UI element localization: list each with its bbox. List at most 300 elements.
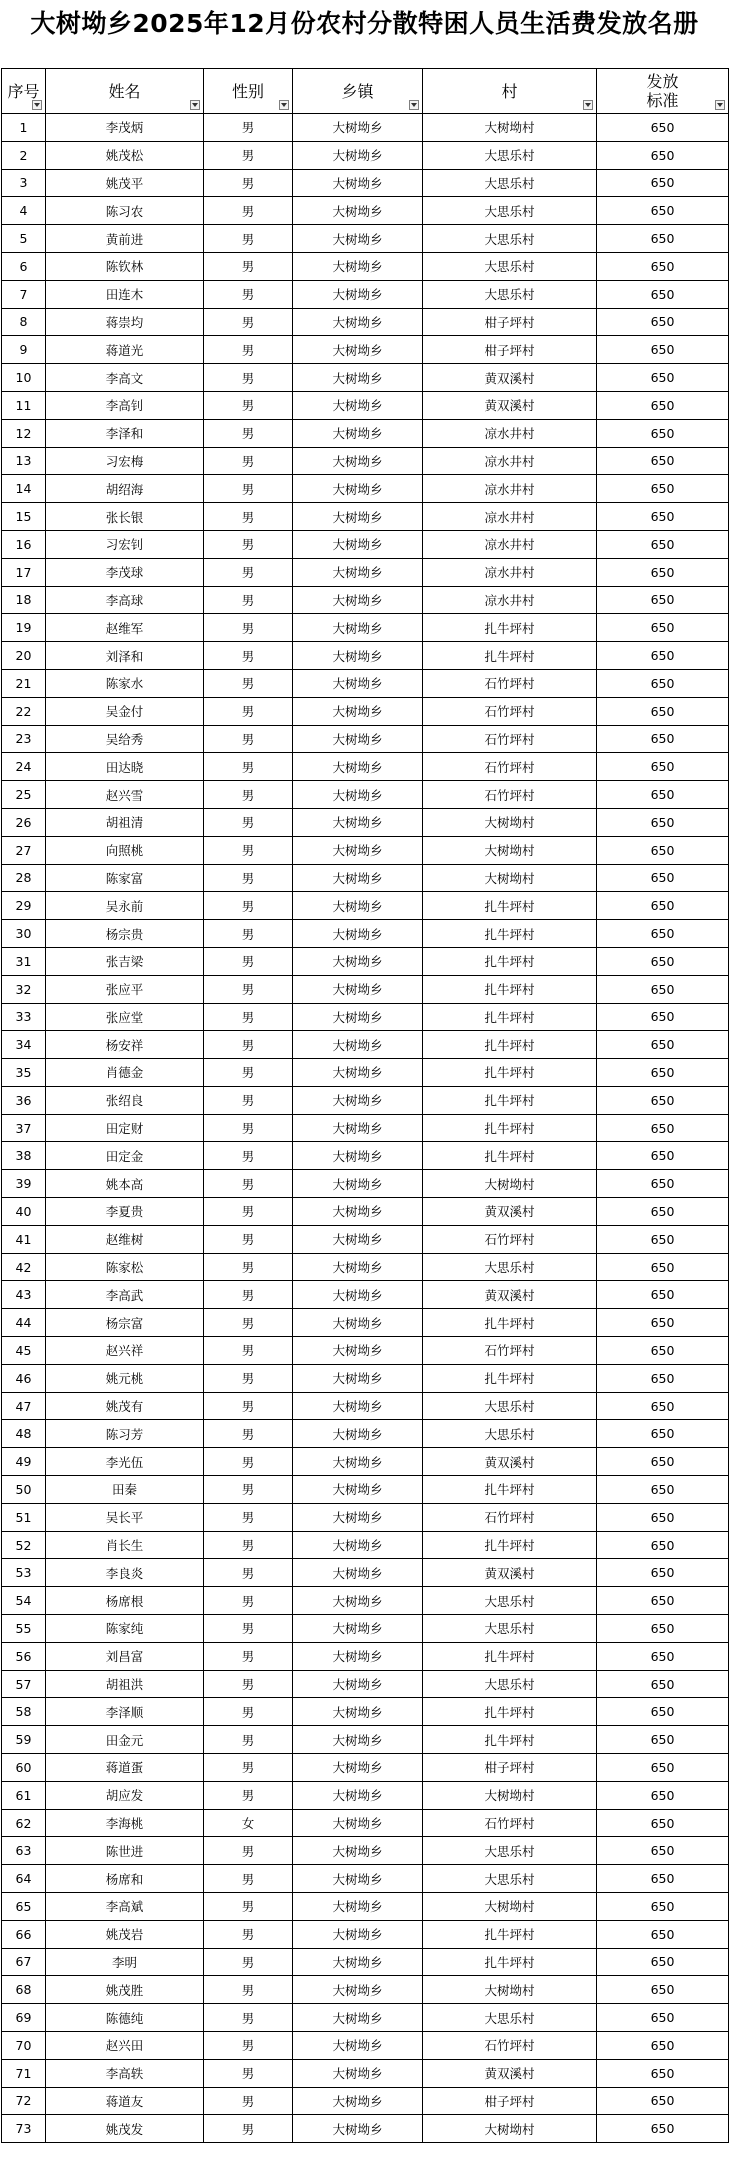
cell-amount[interactable]: 650 <box>597 503 729 531</box>
cell-index[interactable]: 10 <box>2 364 46 392</box>
cell-township[interactable]: 大树坳乡 <box>293 1865 423 1893</box>
cell-index[interactable]: 36 <box>2 1086 46 1114</box>
cell-gender[interactable]: 男 <box>204 920 293 948</box>
cell-township[interactable]: 大树坳乡 <box>293 1754 423 1782</box>
cell-gender[interactable]: 男 <box>204 1781 293 1809</box>
cell-name[interactable]: 姚茂松 <box>46 141 204 169</box>
cell-township[interactable]: 大树坳乡 <box>293 864 423 892</box>
cell-index[interactable]: 47 <box>2 1392 46 1420</box>
cell-amount[interactable]: 650 <box>597 141 729 169</box>
cell-gender[interactable]: 男 <box>204 2059 293 2087</box>
cell-name[interactable]: 陈习芳 <box>46 1420 204 1448</box>
cell-name[interactable]: 黄前进 <box>46 225 204 253</box>
cell-name[interactable]: 刘泽和 <box>46 642 204 670</box>
cell-township[interactable]: 大树坳乡 <box>293 1531 423 1559</box>
cell-amount[interactable]: 650 <box>597 308 729 336</box>
cell-amount[interactable]: 650 <box>597 1392 729 1420</box>
cell-name[interactable]: 赵维树 <box>46 1225 204 1253</box>
cell-name[interactable]: 杨席和 <box>46 1865 204 1893</box>
cell-index[interactable]: 20 <box>2 642 46 670</box>
cell-village[interactable]: 大树坳村 <box>423 836 597 864</box>
cell-name[interactable]: 肖长生 <box>46 1531 204 1559</box>
cell-township[interactable]: 大树坳乡 <box>293 2087 423 2115</box>
cell-gender[interactable]: 男 <box>204 225 293 253</box>
cell-index[interactable]: 55 <box>2 1615 46 1643</box>
cell-name[interactable]: 李茂炳 <box>46 114 204 142</box>
cell-name[interactable]: 杨宗贵 <box>46 920 204 948</box>
cell-township[interactable]: 大树坳乡 <box>293 2059 423 2087</box>
cell-amount[interactable]: 650 <box>597 836 729 864</box>
cell-index[interactable]: 19 <box>2 614 46 642</box>
cell-village[interactable]: 凉水井村 <box>423 503 597 531</box>
cell-gender[interactable]: 男 <box>204 669 293 697</box>
cell-gender[interactable]: 男 <box>204 1059 293 1087</box>
cell-index[interactable]: 42 <box>2 1253 46 1281</box>
cell-township[interactable]: 大树坳乡 <box>293 1920 423 1948</box>
cell-amount[interactable]: 650 <box>597 1642 729 1670</box>
cell-name[interactable]: 姚本高 <box>46 1170 204 1198</box>
cell-gender[interactable]: 男 <box>204 1754 293 1782</box>
cell-index[interactable]: 7 <box>2 280 46 308</box>
cell-gender[interactable]: 男 <box>204 1893 293 1921</box>
cell-village[interactable]: 大树坳村 <box>423 2115 597 2143</box>
cell-name[interactable]: 李泽和 <box>46 419 204 447</box>
cell-gender[interactable]: 男 <box>204 169 293 197</box>
cell-gender[interactable]: 男 <box>204 1420 293 1448</box>
cell-township[interactable]: 大树坳乡 <box>293 1448 423 1476</box>
cell-amount[interactable]: 650 <box>597 1059 729 1087</box>
cell-gender[interactable]: 男 <box>204 391 293 419</box>
cell-village[interactable]: 大思乐村 <box>423 280 597 308</box>
cell-gender[interactable]: 男 <box>204 1837 293 1865</box>
cell-village[interactable]: 石竹坪村 <box>423 1337 597 1365</box>
cell-name[interactable]: 杨席根 <box>46 1587 204 1615</box>
cell-village[interactable]: 扎牛坪村 <box>423 1059 597 1087</box>
cell-amount[interactable]: 650 <box>597 2031 729 2059</box>
cell-village[interactable]: 石竹坪村 <box>423 2031 597 2059</box>
cell-township[interactable]: 大树坳乡 <box>293 1559 423 1587</box>
cell-index[interactable]: 38 <box>2 1142 46 1170</box>
cell-name[interactable]: 李茂球 <box>46 558 204 586</box>
cell-name[interactable]: 蒋崇均 <box>46 308 204 336</box>
cell-gender[interactable]: 男 <box>204 808 293 836</box>
cell-gender[interactable]: 男 <box>204 2031 293 2059</box>
cell-index[interactable]: 64 <box>2 1865 46 1893</box>
cell-amount[interactable]: 650 <box>597 1670 729 1698</box>
cell-name[interactable]: 张应堂 <box>46 1003 204 1031</box>
cell-index[interactable]: 69 <box>2 2004 46 2032</box>
cell-gender[interactable]: 男 <box>204 1948 293 1976</box>
cell-amount[interactable]: 650 <box>597 280 729 308</box>
cell-village[interactable]: 凉水井村 <box>423 447 597 475</box>
cell-township[interactable]: 大树坳乡 <box>293 920 423 948</box>
cell-index[interactable]: 25 <box>2 781 46 809</box>
cell-name[interactable]: 刘昌富 <box>46 1642 204 1670</box>
cell-index[interactable]: 60 <box>2 1754 46 1782</box>
cell-village[interactable]: 凉水井村 <box>423 475 597 503</box>
cell-name[interactable]: 田达晓 <box>46 753 204 781</box>
cell-amount[interactable]: 650 <box>597 1559 729 1587</box>
cell-amount[interactable]: 650 <box>597 614 729 642</box>
cell-gender[interactable]: 男 <box>204 364 293 392</box>
cell-village[interactable]: 大思乐村 <box>423 1670 597 1698</box>
cell-township[interactable]: 大树坳乡 <box>293 1170 423 1198</box>
cell-name[interactable]: 吴给秀 <box>46 725 204 753</box>
cell-gender[interactable]: 男 <box>204 1170 293 1198</box>
cell-gender[interactable]: 男 <box>204 1670 293 1698</box>
cell-township[interactable]: 大树坳乡 <box>293 697 423 725</box>
cell-amount[interactable]: 650 <box>597 725 729 753</box>
cell-amount[interactable]: 650 <box>597 1225 729 1253</box>
cell-gender[interactable]: 男 <box>204 336 293 364</box>
cell-index[interactable]: 65 <box>2 1893 46 1921</box>
cell-gender[interactable]: 男 <box>204 642 293 670</box>
cell-township[interactable]: 大树坳乡 <box>293 1309 423 1337</box>
cell-index[interactable]: 37 <box>2 1114 46 1142</box>
cell-township[interactable]: 大树坳乡 <box>293 808 423 836</box>
cell-village[interactable]: 大思乐村 <box>423 1253 597 1281</box>
cell-gender[interactable]: 男 <box>204 1976 293 2004</box>
cell-amount[interactable]: 650 <box>597 947 729 975</box>
cell-name[interactable]: 蒋道光 <box>46 336 204 364</box>
cell-gender[interactable]: 男 <box>204 781 293 809</box>
cell-name[interactable]: 李高斌 <box>46 1893 204 1921</box>
cell-village[interactable]: 黄双溪村 <box>423 1198 597 1226</box>
cell-index[interactable]: 30 <box>2 920 46 948</box>
cell-index[interactable]: 35 <box>2 1059 46 1087</box>
cell-amount[interactable]: 650 <box>597 1337 729 1365</box>
cell-township[interactable]: 大树坳乡 <box>293 308 423 336</box>
cell-name[interactable]: 李高球 <box>46 586 204 614</box>
cell-amount[interactable]: 650 <box>597 1976 729 2004</box>
cell-name[interactable]: 田连木 <box>46 280 204 308</box>
cell-name[interactable]: 赵兴祥 <box>46 1337 204 1365</box>
cell-name[interactable]: 李光伍 <box>46 1448 204 1476</box>
cell-amount[interactable]: 650 <box>597 1837 729 1865</box>
cell-amount[interactable]: 650 <box>597 1448 729 1476</box>
cell-index[interactable]: 31 <box>2 947 46 975</box>
cell-village[interactable]: 石竹坪村 <box>423 781 597 809</box>
cell-village[interactable]: 大树坳村 <box>423 1893 597 1921</box>
cell-gender[interactable]: 男 <box>204 1698 293 1726</box>
cell-index[interactable]: 46 <box>2 1364 46 1392</box>
cell-township[interactable]: 大树坳乡 <box>293 1642 423 1670</box>
cell-township[interactable]: 大树坳乡 <box>293 1114 423 1142</box>
cell-name[interactable]: 姚元桃 <box>46 1364 204 1392</box>
cell-gender[interactable]: 男 <box>204 1531 293 1559</box>
cell-village[interactable]: 扎牛坪村 <box>423 1003 597 1031</box>
cell-village[interactable]: 扎牛坪村 <box>423 1726 597 1754</box>
cell-village[interactable]: 柑子坪村 <box>423 2087 597 2115</box>
cell-township[interactable]: 大树坳乡 <box>293 1281 423 1309</box>
cell-village[interactable]: 大树坳村 <box>423 114 597 142</box>
cell-name[interactable]: 杨宗富 <box>46 1309 204 1337</box>
cell-village[interactable]: 扎牛坪村 <box>423 1142 597 1170</box>
cell-township[interactable]: 大树坳乡 <box>293 614 423 642</box>
cell-gender[interactable]: 男 <box>204 2115 293 2143</box>
cell-gender[interactable]: 男 <box>204 2004 293 2032</box>
cell-township[interactable]: 大树坳乡 <box>293 447 423 475</box>
cell-amount[interactable]: 650 <box>597 920 729 948</box>
cell-name[interactable]: 吴长平 <box>46 1503 204 1531</box>
cell-gender[interactable]: 男 <box>204 1337 293 1365</box>
cell-township[interactable]: 大树坳乡 <box>293 475 423 503</box>
cell-township[interactable]: 大树坳乡 <box>293 1976 423 2004</box>
cell-gender[interactable]: 男 <box>204 1448 293 1476</box>
cell-township[interactable]: 大树坳乡 <box>293 1225 423 1253</box>
cell-township[interactable]: 大树坳乡 <box>293 836 423 864</box>
cell-amount[interactable]: 650 <box>597 1114 729 1142</box>
cell-township[interactable]: 大树坳乡 <box>293 225 423 253</box>
cell-gender[interactable]: 男 <box>204 1476 293 1504</box>
cell-index[interactable]: 3 <box>2 169 46 197</box>
cell-amount[interactable]: 650 <box>597 1893 729 1921</box>
cell-gender[interactable]: 男 <box>204 475 293 503</box>
cell-gender[interactable]: 男 <box>204 1865 293 1893</box>
cell-village[interactable]: 扎牛坪村 <box>423 1642 597 1670</box>
cell-gender[interactable]: 女 <box>204 1809 293 1837</box>
cell-village[interactable]: 凉水井村 <box>423 558 597 586</box>
cell-index[interactable]: 17 <box>2 558 46 586</box>
cell-name[interactable]: 李高武 <box>46 1281 204 1309</box>
cell-amount[interactable]: 650 <box>597 1086 729 1114</box>
cell-index[interactable]: 63 <box>2 1837 46 1865</box>
cell-index[interactable]: 23 <box>2 725 46 753</box>
cell-amount[interactable]: 650 <box>597 2059 729 2087</box>
cell-village[interactable]: 扎牛坪村 <box>423 1114 597 1142</box>
cell-village[interactable]: 大思乐村 <box>423 1865 597 1893</box>
cell-township[interactable]: 大树坳乡 <box>293 169 423 197</box>
cell-amount[interactable]: 650 <box>597 530 729 558</box>
cell-name[interactable]: 李高钊 <box>46 391 204 419</box>
cell-township[interactable]: 大树坳乡 <box>293 1781 423 1809</box>
cell-township[interactable]: 大树坳乡 <box>293 947 423 975</box>
cell-village[interactable]: 大思乐村 <box>423 169 597 197</box>
cell-name[interactable]: 蒋道友 <box>46 2087 204 2115</box>
cell-village[interactable]: 石竹坪村 <box>423 1809 597 1837</box>
cell-amount[interactable]: 650 <box>597 753 729 781</box>
cell-township[interactable]: 大树坳乡 <box>293 2115 423 2143</box>
cell-amount[interactable]: 650 <box>597 1003 729 1031</box>
cell-gender[interactable]: 男 <box>204 1726 293 1754</box>
cell-name[interactable]: 陈家水 <box>46 669 204 697</box>
cell-gender[interactable]: 男 <box>204 419 293 447</box>
cell-gender[interactable]: 男 <box>204 1642 293 1670</box>
cell-amount[interactable]: 650 <box>597 2004 729 2032</box>
cell-township[interactable]: 大树坳乡 <box>293 1198 423 1226</box>
cell-amount[interactable]: 650 <box>597 1809 729 1837</box>
cell-village[interactable]: 柑子坪村 <box>423 336 597 364</box>
cell-amount[interactable]: 650 <box>597 1503 729 1531</box>
cell-village[interactable]: 大树坳村 <box>423 808 597 836</box>
cell-index[interactable]: 13 <box>2 447 46 475</box>
cell-village[interactable]: 石竹坪村 <box>423 669 597 697</box>
cell-township[interactable]: 大树坳乡 <box>293 1893 423 1921</box>
cell-township[interactable]: 大树坳乡 <box>293 1059 423 1087</box>
cell-village[interactable]: 石竹坪村 <box>423 1503 597 1531</box>
cell-name[interactable]: 吴永前 <box>46 892 204 920</box>
cell-village[interactable]: 大树坳村 <box>423 1781 597 1809</box>
cell-gender[interactable]: 男 <box>204 252 293 280</box>
cell-name[interactable]: 杨安祥 <box>46 1031 204 1059</box>
cell-gender[interactable]: 男 <box>204 1309 293 1337</box>
cell-amount[interactable]: 650 <box>597 1031 729 1059</box>
cell-index[interactable]: 67 <box>2 1948 46 1976</box>
cell-township[interactable]: 大树坳乡 <box>293 1476 423 1504</box>
cell-township[interactable]: 大树坳乡 <box>293 1003 423 1031</box>
cell-index[interactable]: 44 <box>2 1309 46 1337</box>
cell-amount[interactable]: 650 <box>597 558 729 586</box>
cell-township[interactable]: 大树坳乡 <box>293 1837 423 1865</box>
cell-village[interactable]: 石竹坪村 <box>423 697 597 725</box>
cell-index[interactable]: 51 <box>2 1503 46 1531</box>
cell-village[interactable]: 大树坳村 <box>423 1170 597 1198</box>
cell-name[interactable]: 姚茂胜 <box>46 1976 204 2004</box>
cell-index[interactable]: 53 <box>2 1559 46 1587</box>
cell-township[interactable]: 大树坳乡 <box>293 1948 423 1976</box>
cell-index[interactable]: 72 <box>2 2087 46 2115</box>
cell-index[interactable]: 21 <box>2 669 46 697</box>
cell-village[interactable]: 大思乐村 <box>423 1587 597 1615</box>
cell-index[interactable]: 18 <box>2 586 46 614</box>
filter-dropdown-icon[interactable] <box>32 100 42 110</box>
cell-amount[interactable]: 650 <box>597 1142 729 1170</box>
cell-gender[interactable]: 男 <box>204 614 293 642</box>
cell-name[interactable]: 赵维军 <box>46 614 204 642</box>
cell-index[interactable]: 1 <box>2 114 46 142</box>
cell-village[interactable]: 石竹坪村 <box>423 725 597 753</box>
cell-index[interactable]: 73 <box>2 2115 46 2143</box>
cell-village[interactable]: 凉水井村 <box>423 586 597 614</box>
cell-village[interactable]: 大思乐村 <box>423 141 597 169</box>
cell-name[interactable]: 张应平 <box>46 975 204 1003</box>
cell-township[interactable]: 大树坳乡 <box>293 391 423 419</box>
cell-amount[interactable]: 650 <box>597 197 729 225</box>
cell-village[interactable]: 黄双溪村 <box>423 391 597 419</box>
cell-index[interactable]: 59 <box>2 1726 46 1754</box>
cell-amount[interactable]: 650 <box>597 1309 729 1337</box>
cell-index[interactable]: 50 <box>2 1476 46 1504</box>
cell-village[interactable]: 扎牛坪村 <box>423 1364 597 1392</box>
cell-village[interactable]: 扎牛坪村 <box>423 1086 597 1114</box>
cell-gender[interactable]: 男 <box>204 1225 293 1253</box>
cell-amount[interactable]: 650 <box>597 1698 729 1726</box>
cell-amount[interactable]: 650 <box>597 1253 729 1281</box>
cell-township[interactable]: 大树坳乡 <box>293 1142 423 1170</box>
cell-amount[interactable]: 650 <box>597 1754 729 1782</box>
cell-gender[interactable]: 男 <box>204 947 293 975</box>
cell-township[interactable]: 大树坳乡 <box>293 530 423 558</box>
filter-dropdown-icon[interactable] <box>409 100 419 110</box>
cell-name[interactable]: 李良炎 <box>46 1559 204 1587</box>
cell-gender[interactable]: 男 <box>204 1003 293 1031</box>
cell-amount[interactable]: 650 <box>597 1420 729 1448</box>
cell-index[interactable]: 5 <box>2 225 46 253</box>
cell-name[interactable]: 陈钦林 <box>46 252 204 280</box>
cell-amount[interactable]: 650 <box>597 1531 729 1559</box>
cell-index[interactable]: 41 <box>2 1225 46 1253</box>
cell-gender[interactable]: 男 <box>204 280 293 308</box>
cell-index[interactable]: 49 <box>2 1448 46 1476</box>
cell-name[interactable]: 胡祖洪 <box>46 1670 204 1698</box>
cell-gender[interactable]: 男 <box>204 447 293 475</box>
cell-township[interactable]: 大树坳乡 <box>293 1587 423 1615</box>
cell-name[interactable]: 李泽顺 <box>46 1698 204 1726</box>
cell-gender[interactable]: 男 <box>204 1364 293 1392</box>
cell-index[interactable]: 54 <box>2 1587 46 1615</box>
cell-amount[interactable]: 650 <box>597 1364 729 1392</box>
cell-name[interactable]: 蒋道蛋 <box>46 1754 204 1782</box>
cell-amount[interactable]: 650 <box>597 1615 729 1643</box>
cell-index[interactable]: 15 <box>2 503 46 531</box>
cell-village[interactable]: 扎牛坪村 <box>423 614 597 642</box>
cell-index[interactable]: 39 <box>2 1170 46 1198</box>
cell-amount[interactable]: 650 <box>597 1948 729 1976</box>
cell-amount[interactable]: 650 <box>597 697 729 725</box>
cell-name[interactable]: 肖德金 <box>46 1059 204 1087</box>
cell-amount[interactable]: 650 <box>597 1198 729 1226</box>
cell-index[interactable]: 22 <box>2 697 46 725</box>
cell-name[interactable]: 赵兴雪 <box>46 781 204 809</box>
cell-township[interactable]: 大树坳乡 <box>293 280 423 308</box>
cell-township[interactable]: 大树坳乡 <box>293 1698 423 1726</box>
cell-township[interactable]: 大树坳乡 <box>293 419 423 447</box>
cell-name[interactable]: 张吉梁 <box>46 947 204 975</box>
cell-index[interactable]: 66 <box>2 1920 46 1948</box>
cell-gender[interactable]: 男 <box>204 1392 293 1420</box>
cell-gender[interactable]: 男 <box>204 864 293 892</box>
cell-name[interactable]: 习宏钊 <box>46 530 204 558</box>
cell-village[interactable]: 大树坳村 <box>423 1976 597 2004</box>
cell-name[interactable]: 田金元 <box>46 1726 204 1754</box>
cell-amount[interactable]: 650 <box>597 419 729 447</box>
cell-name[interactable]: 李海桃 <box>46 1809 204 1837</box>
cell-gender[interactable]: 男 <box>204 558 293 586</box>
cell-township[interactable]: 大树坳乡 <box>293 669 423 697</box>
cell-gender[interactable]: 男 <box>204 503 293 531</box>
cell-township[interactable]: 大树坳乡 <box>293 2004 423 2032</box>
cell-township[interactable]: 大树坳乡 <box>293 1392 423 1420</box>
cell-name[interactable]: 陈家富 <box>46 864 204 892</box>
cell-index[interactable]: 28 <box>2 864 46 892</box>
filter-dropdown-icon[interactable] <box>279 100 289 110</box>
cell-village[interactable]: 大思乐村 <box>423 1615 597 1643</box>
cell-name[interactable]: 田定财 <box>46 1114 204 1142</box>
cell-township[interactable]: 大树坳乡 <box>293 1420 423 1448</box>
cell-amount[interactable]: 650 <box>597 1781 729 1809</box>
cell-gender[interactable]: 男 <box>204 1281 293 1309</box>
cell-township[interactable]: 大树坳乡 <box>293 558 423 586</box>
cell-village[interactable]: 黄双溪村 <box>423 2059 597 2087</box>
cell-village[interactable]: 石竹坪村 <box>423 1225 597 1253</box>
cell-amount[interactable]: 650 <box>597 169 729 197</box>
cell-village[interactable]: 扎牛坪村 <box>423 1698 597 1726</box>
cell-name[interactable]: 姚茂有 <box>46 1392 204 1420</box>
cell-village[interactable]: 黄双溪村 <box>423 364 597 392</box>
cell-township[interactable]: 大树坳乡 <box>293 1670 423 1698</box>
cell-gender[interactable]: 男 <box>204 2087 293 2115</box>
cell-amount[interactable]: 650 <box>597 1865 729 1893</box>
cell-village[interactable]: 凉水井村 <box>423 530 597 558</box>
cell-township[interactable]: 大树坳乡 <box>293 725 423 753</box>
cell-index[interactable]: 29 <box>2 892 46 920</box>
cell-amount[interactable]: 650 <box>597 2115 729 2143</box>
cell-name[interactable]: 李高文 <box>46 364 204 392</box>
cell-gender[interactable]: 男 <box>204 141 293 169</box>
cell-index[interactable]: 71 <box>2 2059 46 2087</box>
cell-village[interactable]: 扎牛坪村 <box>423 920 597 948</box>
cell-amount[interactable]: 650 <box>597 781 729 809</box>
